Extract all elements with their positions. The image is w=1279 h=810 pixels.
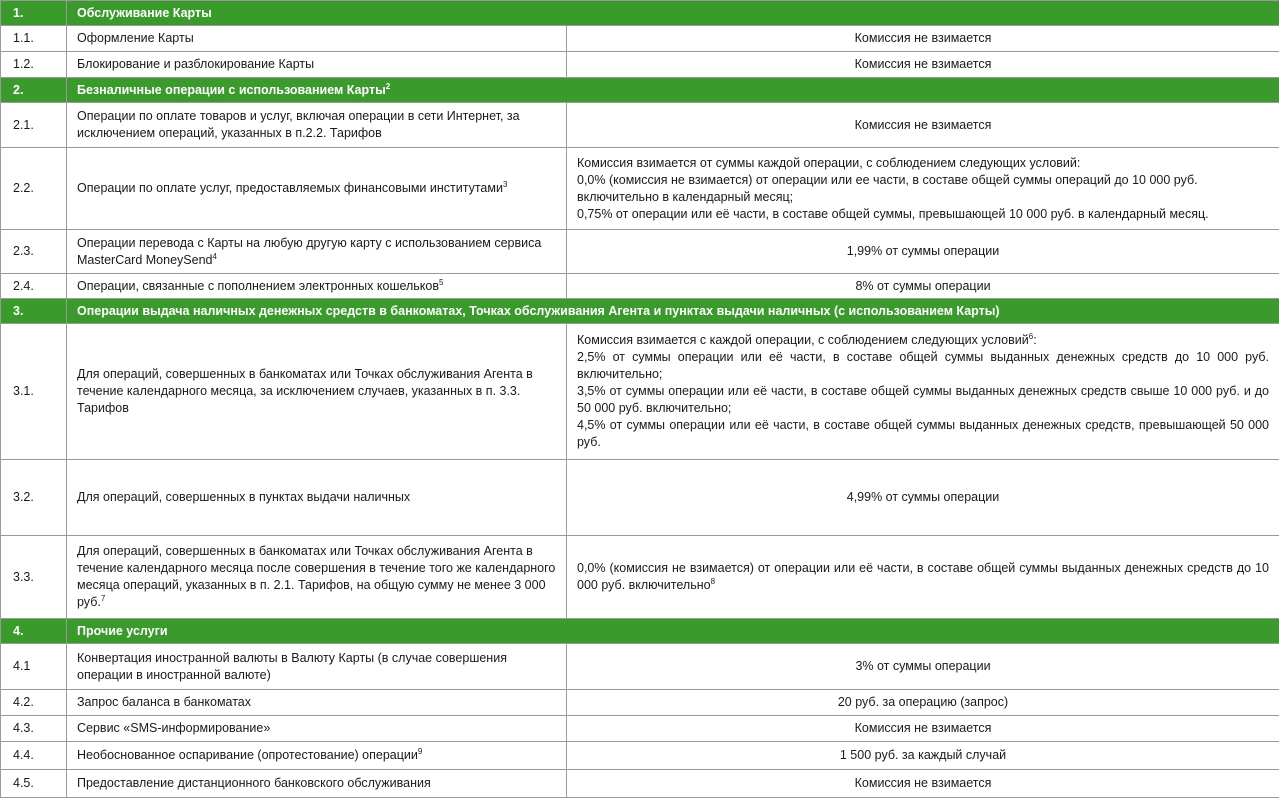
row-number: 2.3. — [1, 230, 67, 274]
section-header-2 — [1, 78, 1279, 103]
fee-cell: 1,99% от суммы операции — [567, 230, 1279, 274]
service-cell: Операции, связанные с пополнением электронных кошельков$^5$ — [67, 274, 567, 299]
row-number: 3.3. — [1, 536, 67, 619]
section-title: Безналичные операции с использованием Карты$^2$ — [67, 78, 1279, 103]
fee-cell: Комиссия не взимается — [567, 52, 1279, 78]
section-number: 3. — [1, 299, 67, 324]
fee-cell: Комиссия не взимается — [567, 103, 1279, 148]
service-cell: Для операций, совершенных в банкоматах или Точках обслуживания Агента в течение календарного месяца, за исключением случаев, указанных в п. 3.3. Тарифов — [67, 324, 567, 460]
section-title: Обслуживание Карты — [67, 1, 1279, 26]
section-header-1 — [1, 1, 1279, 26]
table-row — [1, 460, 1279, 536]
fee-line: Комиссия взимается от суммы каждой операции, с соблюдением следующих условий: — [577, 155, 1081, 170]
row-number: 4.4. — [1, 742, 67, 770]
table-row — [1, 536, 1279, 619]
row-number: 3.1. — [1, 324, 67, 460]
row-number: 4.3. — [1, 716, 67, 742]
service-cell: Конвертация иностранной валюты в Валюту Карты (в случае совершения операции в иностранной валюте) — [67, 644, 567, 690]
fee-cell: 3% от суммы операции — [567, 644, 1279, 690]
row-number: 4.5. — [1, 770, 67, 798]
fee-line: 3,5% от суммы операции или её части, в составе общей суммы выданных денежных средств свыше 10 000 руб. и до 50 000 руб. включительно; — [577, 384, 1270, 415]
footnote-marker: 2 — [385, 81, 391, 91]
fee-line: 0,75% от операции или её части, в составе общей суммы, превышающей 10 000 руб. в календарный месяц. — [577, 206, 1209, 221]
fee-cell: 20 руб. за операцию (запрос) — [567, 690, 1279, 716]
fee-cell: 4,99% от суммы операции — [567, 460, 1279, 536]
row-number: 1.2. — [1, 52, 67, 78]
table-row — [1, 324, 1279, 460]
service-cell: Оформление Карты — [67, 26, 567, 52]
table-row — [1, 103, 1279, 148]
row-number: 2.2. — [1, 148, 67, 230]
service-cell: Операции по оплате товаров и услуг, включая операции в сети Интернет, за исключением операций, указанных в п.2.2. Тарифов — [67, 103, 567, 148]
footnote-marker: 3 — [502, 179, 508, 189]
table-row — [1, 230, 1279, 274]
fee-cell — [567, 324, 1279, 460]
fee-line: 4,5% от суммы операции или её части, в составе общей суммы выданных денежных средств, превышающей 50 000 руб. — [577, 418, 1270, 449]
fee-cell — [567, 148, 1279, 230]
section-header-4 — [1, 619, 1279, 644]
fee-cell: 8% от суммы операции — [567, 274, 1279, 299]
service-cell: Необоснованное оспаривание (опротестование) операции$^9$ — [67, 742, 567, 770]
section-title: Прочие услуги — [67, 619, 1279, 644]
table-row — [1, 274, 1279, 299]
service-cell: Предоставление дистанционного банковского обслуживания — [67, 770, 567, 798]
table-row — [1, 742, 1279, 770]
table-row — [1, 148, 1279, 230]
fee-cell: Комиссия не взимается — [567, 770, 1279, 798]
service-cell: Запрос баланса в банкоматах — [67, 690, 567, 716]
row-number: 4.2. — [1, 690, 67, 716]
service-cell: Сервис «SMS-информирование» — [67, 716, 567, 742]
table-row — [1, 26, 1279, 52]
row-number: 2.1. — [1, 103, 67, 148]
footnote-marker: 6 — [1028, 331, 1034, 341]
section-number: 1. — [1, 1, 67, 26]
row-number: 1.1. — [1, 26, 67, 52]
service-cell: Операции перевода с Карты на любую другую карту с использованием сервиса MasterCard MoneySend$^4$ — [67, 230, 567, 274]
fee-cell: 0,0% (комиссия не взимается) от операции или её части, в составе общей суммы выданных денежных средств до 10 000 руб. включительно$^8$ — [567, 536, 1279, 619]
fee-line: 2,5% от суммы операции или её части, в составе общей суммы выданных денежных средств до 10 000 руб. включительно; — [577, 350, 1270, 381]
section-title: Операции выдача наличных денежных средств в банкоматах, Точках обслуживания Агента и пунктах выдачи наличных (с использованием Карты) — [67, 299, 1279, 324]
footnote-marker: 4 — [212, 251, 217, 261]
service-cell: Блокирование и разблокирование Карты — [67, 52, 567, 78]
row-number: 3.2. — [1, 460, 67, 536]
footnote-marker: 8 — [710, 576, 716, 586]
fee-cell: Комиссия не взимается — [567, 26, 1279, 52]
table-row — [1, 52, 1279, 78]
fee-cell: 1 500 руб. за каждый случай — [567, 742, 1279, 770]
service-cell: Для операций, совершенных в пунктах выдачи наличных — [67, 460, 567, 536]
fee-line: Комиссия взимается с каждой операции, с соблюдением следующих условий$^6$: — [577, 331, 1037, 347]
section-number: 2. — [1, 78, 67, 103]
service-cell: Операции по оплате услуг, предоставляемых финансовыми институтами$^3$ — [67, 148, 567, 230]
table-row — [1, 770, 1279, 798]
table-row — [1, 644, 1279, 690]
section-number: 4. — [1, 619, 67, 644]
footnote-marker: 7 — [100, 593, 106, 603]
section-header-3 — [1, 299, 1279, 324]
fee-cell: Комиссия не взимается — [567, 716, 1279, 742]
table-row — [1, 716, 1279, 742]
row-number: 4.1 — [1, 644, 67, 690]
fee-line: 0,0% (комиссия не взимается) от операции или ее части, в составе общей суммы операций до 10 000 руб. включительно в календарный месяц; — [577, 172, 1198, 204]
footnote-marker: 9 — [417, 746, 423, 756]
row-number: 2.4. — [1, 274, 67, 299]
table-row — [1, 690, 1279, 716]
footnote-marker: 5 — [439, 277, 444, 287]
service-cell: Для операций, совершенных в банкоматах или Точках обслуживания Агента в течение календарного месяца после совершения в течение того же календарного месяца операций, указанных в п. 2.1. Тарифов, на общую сумму не менее 3 000 руб.$^7$ — [67, 536, 567, 619]
